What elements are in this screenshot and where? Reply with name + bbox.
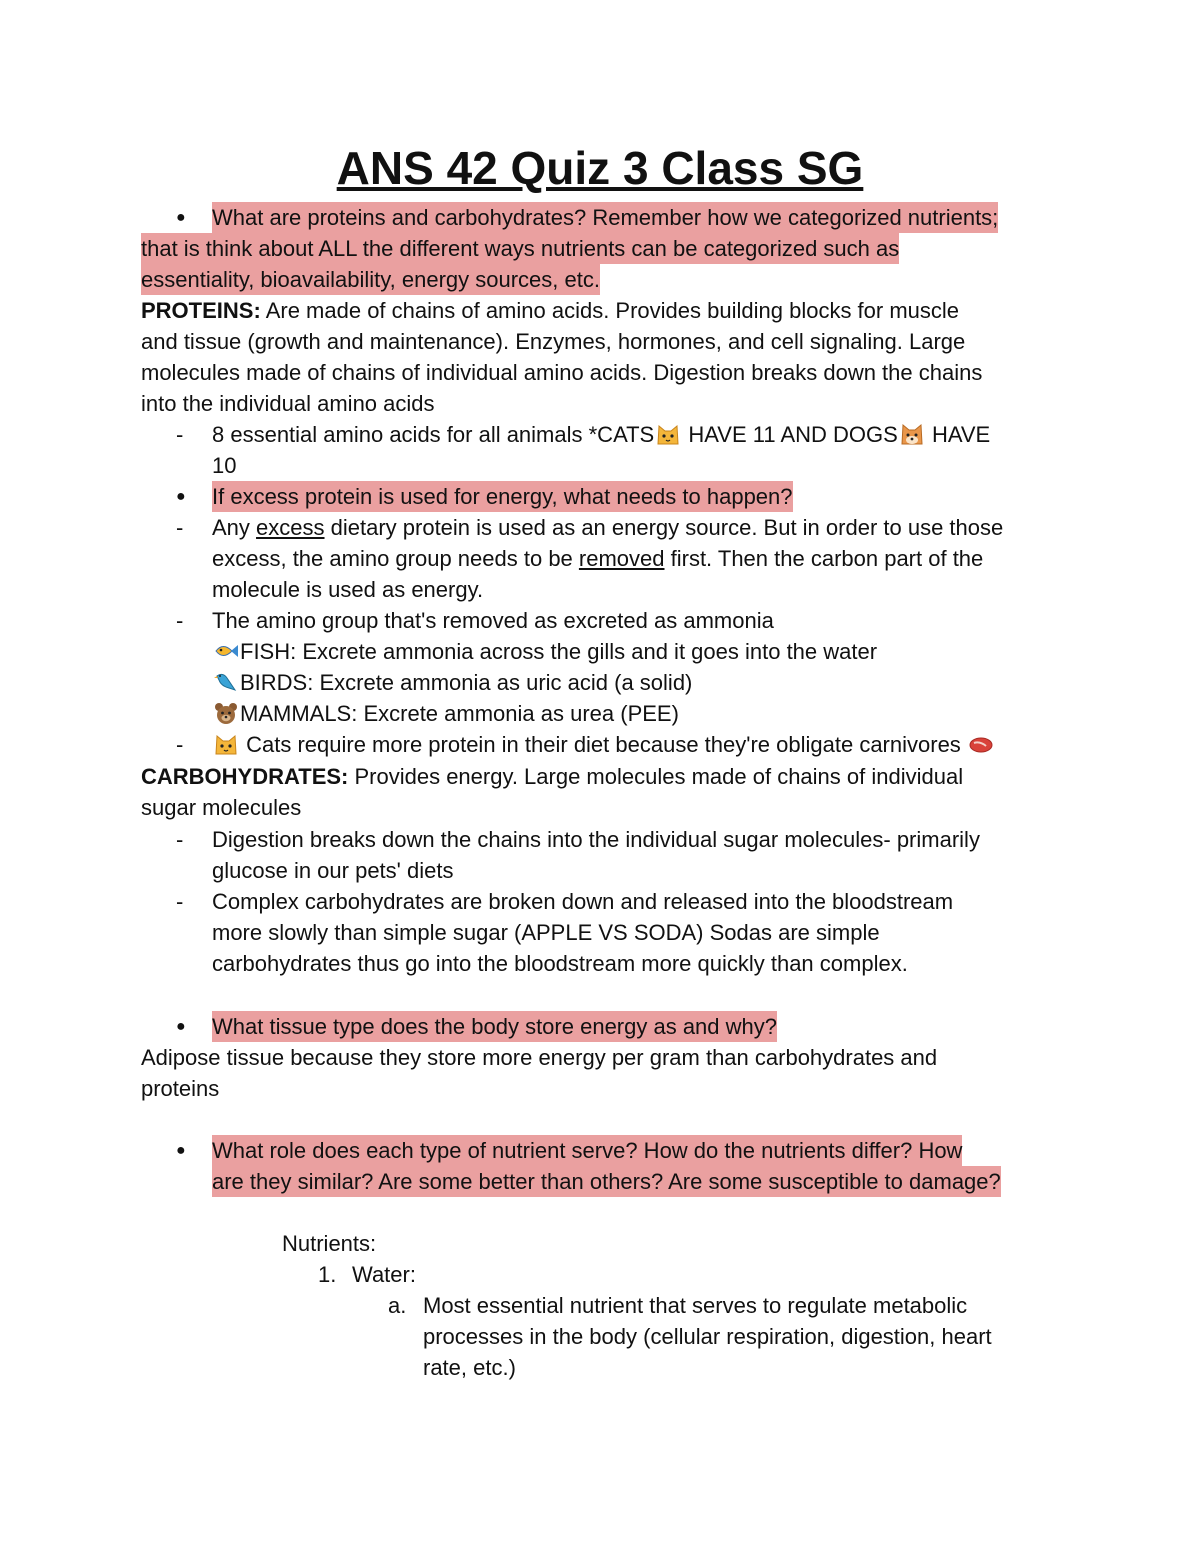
question-3: What tissue type does the body store energy as and why? [212, 1011, 777, 1042]
complex-carbs-line-1: Complex carbohydrates are broken down and released into the bloodstream [212, 889, 954, 914]
ammonia-intro: The amino group that's removed as excreted as ammonia [212, 608, 774, 633]
dash-glyph: - [176, 732, 184, 757]
cat-face-icon [655, 422, 681, 446]
cats-protein-item: Cats require more protein in their diet because they're obligate carnivores [212, 729, 995, 760]
question-2: If excess protein is used for energy, what needs to happen? [212, 481, 793, 512]
bullet-glyph: ● [176, 488, 186, 505]
fish-icon [213, 639, 239, 663]
mammals-excretion: MAMMALS: Excrete ammonia as urea (PEE) [212, 698, 679, 729]
question-1-line-3: essentiality, bioavailability, energy sources, etc. [141, 264, 600, 295]
essential-amino-acids-item: 8 essential amino acids for all animals *CATS HAVE 11 AND DOGS HAVE [212, 422, 991, 447]
digestion-line-2: glucose in our pets' diets [212, 858, 454, 883]
dash-glyph: - [176, 515, 184, 540]
list-number: 1. [318, 1262, 337, 1287]
birds-excretion: BIRDS: Excrete ammonia as uric acid (a solid) [212, 667, 692, 698]
complex-carbs-line-2: more slowly than simple sugar (APPLE VS SODA) Sodas are simple [212, 920, 880, 945]
document-title: ANS 42 Quiz 3 Class SG [336, 142, 864, 194]
nutrients-heading: Nutrients: [282, 1231, 377, 1256]
proteins-paragraph-line-2: and tissue (growth and maintenance). Enzymes, hormones, and cell signaling. Large [141, 329, 966, 354]
bullet-glyph: ● [176, 1018, 186, 1035]
water-description-line-2: processes in the body (cellular respiration, digestion, heart [423, 1324, 992, 1349]
excess-protein-line-3: molecule is used as energy. [212, 577, 484, 602]
water-description-line-1: Most essential nutrient that serves to regulate metabolic [423, 1293, 968, 1318]
dash-glyph: - [176, 889, 184, 914]
proteins-paragraph-line-4: into the individual amino acids [141, 391, 435, 416]
cat-face-icon [213, 732, 239, 756]
digestion-line-1: Digestion breaks down the chains into the individual sugar molecules- primarily [212, 827, 980, 852]
dog-face-icon [899, 422, 925, 446]
bear-icon [213, 701, 239, 725]
dash-glyph: - [176, 608, 184, 633]
excess-protein-line-2: excess, the amino group needs to be removed first. Then the carbon part of the [212, 546, 984, 571]
question-4-line-2: are they similar? Are some better than others? Are some susceptible to damage? [212, 1166, 1001, 1197]
proteins-label: PROTEINS: [141, 298, 261, 323]
dash-glyph: - [176, 827, 184, 852]
adipose-line-2: proteins [141, 1076, 220, 1101]
question-4-line-1: What role does each type of nutrient serve? How do the nutrients differ? How [212, 1135, 962, 1166]
adipose-line-1: Adipose tissue because they store more energy per gram than carbohydrates and [141, 1045, 938, 1070]
carbs-label: CARBOHYDRATES: [141, 764, 349, 789]
bullet-glyph: ● [176, 209, 186, 226]
fish-excretion: FISH: Excrete ammonia across the gills and it goes into the water [212, 636, 877, 667]
bird-icon [213, 670, 239, 694]
sublist-letter: a. [388, 1293, 407, 1318]
question-1-line-1: What are proteins and carbohydrates? Remember how we categorized nutrients; [212, 202, 998, 233]
excess-protein-line-1: Any excess dietary protein is used as an energy source. But in order to use those [212, 515, 1004, 540]
dash-glyph: - [176, 422, 184, 447]
carbs-paragraph-line-1: CARBOHYDRATES: Provides energy. Large molecules made of chains of individual [141, 764, 964, 789]
essential-amino-acids-item-cont: 10 [212, 453, 237, 478]
nutrient-water: Water: [352, 1262, 416, 1287]
complex-carbs-line-3: carbohydrates thus go into the bloodstream more quickly than complex. [212, 951, 908, 976]
proteins-paragraph-line-1: PROTEINS: Are made of chains of amino acids. Provides building blocks for muscle [141, 298, 960, 323]
proteins-paragraph-line-3: molecules made of chains of individual amino acids. Digestion breaks down the chains [141, 360, 983, 385]
carbs-paragraph-line-2: sugar molecules [141, 795, 302, 820]
meat-icon [968, 732, 994, 756]
water-description-line-3: rate, etc.) [423, 1355, 516, 1380]
bullet-glyph: ● [176, 1142, 186, 1159]
question-1-line-2: that is think about ALL the different ways nutrients can be categorized such as [141, 233, 899, 264]
